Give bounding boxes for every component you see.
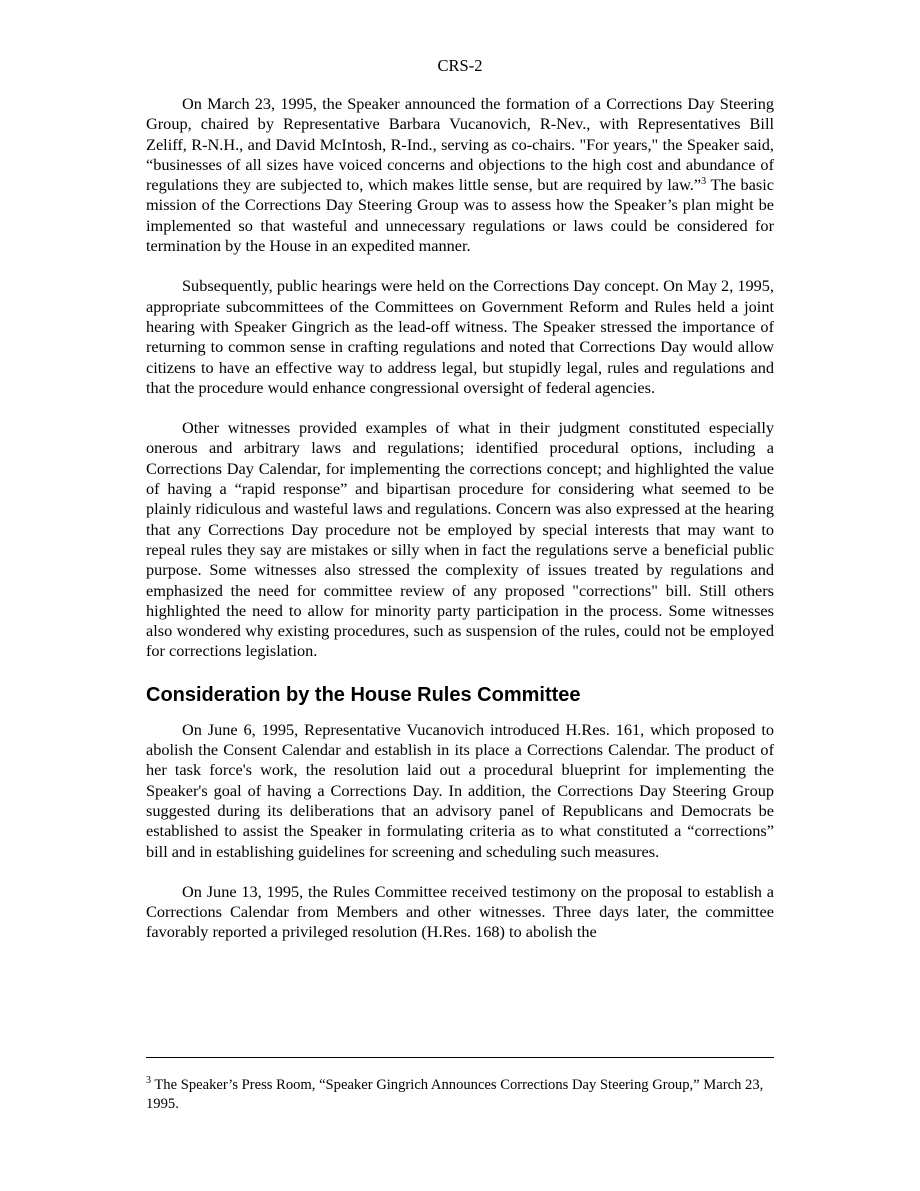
footnote-reference: 3 <box>701 176 707 188</box>
paragraph-rules-committee-testimony: On June 13, 1995, the Rules Committee received testimony on the proposal to establish a Corrections Calendar from Members and other witnesses. Three days later, the committee favorably reported a privileged resolution (H.Res. 168) to abolish the <box>146 881 774 942</box>
footnote-marker: 3 <box>146 1075 151 1086</box>
document-body <box>146 94 774 963</box>
footnote <box>146 1076 774 1114</box>
paragraph-text: The basic mission of the Corrections Day Steering Group was to assess how the Speaker’s plan might be implemented so that wasteful and unnecessary regulations or laws could be considered for termination by the House in an expedited manner. <box>146 175 774 256</box>
page-number: CRS-2 <box>437 56 483 75</box>
paragraph-other-witnesses: Other witnesses provided examples of what in their judgment constituted especially onerous and arbitrary laws and regulations; identified procedural options, including a Corrections Day Calendar, for implementing the corrections concept; and highlighted the value of having a “rapid response” and bipartisan procedure for considering what seemed to be plainly ridiculous and wasteful laws and regulations. Concern was also expressed at the hearing that any Corrections Day procedure not be employed by special interests that may want to repeal rules they say are mistakes or silly when in fact the regulations serve a beneficial public purpose. Some witnesses also stressed the complexity of issues treated by regulations and emphasized the need for committee review of any proposed "corrections" bill. Still others highlighted the need to allow for minority party participation in the process. Some witnesses also wondered why existing procedures, such as suspension of the rules, could not be employed for corrections legislation. <box>146 418 774 661</box>
footnote-text: The Speaker’s Press Room, “Speaker Gingrich Announces Corrections Day Steering Group,” March 23, 1995. <box>146 1077 764 1112</box>
paragraph-corrections-day-steering-group <box>146 94 774 256</box>
paragraph-text: On March 23, 1995, the Speaker announced the formation of a Corrections Day Steering Group, chaired by Representative Barbara Vucanovich, R-Nev., with Representatives Bill Zeliff, R-N.H., and David McIntosh, R-Ind., serving as co-chairs. "For years," the Speaker said, “businesses of all sizes have voiced concerns and objections to the high cost and abundance of regulations they are subjected to, which makes little sense, but are required by law.” <box>146 94 774 195</box>
paragraph-hres-161: On June 6, 1995, Representative Vucanovich introduced H.Res. 161, which proposed to abolish the Consent Calendar and establish in its place a Corrections Calendar. The product of her task force's work, the resolution laid out a procedural blueprint for implementing the Speaker's goal of having a Corrections Day. In addition, the Corrections Day Steering Group suggested during its deliberations that an advisory panel of Republicans and Democrats be established to assist the Speaker in formulating criteria as to what constituted a “corrections” bill and in establishing guidelines for screening and scheduling such measures. <box>146 719 774 861</box>
paragraph-public-hearings: Subsequently, public hearings were held on the Corrections Day concept. On May 2, 1995, appropriate subcommittees of the Committees on Government Reform and Rules held a joint hearing with Speaker Gingrich as the lead-off witness. The Speaker stressed the importance of returning to common sense in crafting regulations and noted that Corrections Day would allow citizens to have an effective way to address legal, but stupidly legal, rules and regulations and that the procedure would enhance congressional oversight of federal agencies. <box>146 276 774 397</box>
footnote-divider <box>146 1057 774 1058</box>
section-heading: Consideration by the House Rules Committee <box>146 683 581 706</box>
